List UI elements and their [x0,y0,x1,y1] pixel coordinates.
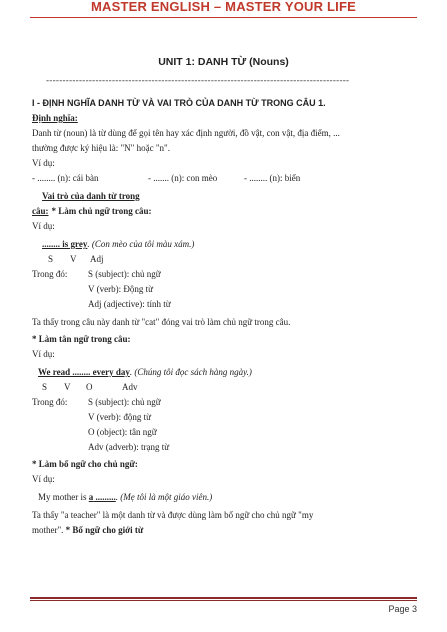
object-part-object: O (object): tân ngữ [88,427,157,437]
footer-rule [30,597,417,599]
document-body [32,96,417,538]
role-title-1: Vai trò của danh từ trong [42,191,140,201]
object-part-adverb: Adv (adverb): trạng từ [88,442,170,452]
complement-text-2: mother". * Bổ ngữ cho giới từ [32,525,144,535]
object-parts-labels: S V O Adv [42,382,138,392]
role-title-2: câu: * Làm chủ ngữ trong câu: [32,206,152,216]
unit-title: UNIT 1: DANH TỪ (Nouns) [158,56,289,68]
complement-heading: * Làm bổ ngữ cho chủ ngữ: [32,459,138,469]
page-header: MASTER ENGLISH – MASTER YOUR LIFE [91,0,356,14]
subject-example-sentence: ........ is grey. (Con mèo của tôi màu xám.) [42,239,195,249]
example-table: - ........ (n): cái bàn [32,173,99,183]
header-rule [30,17,417,18]
example-sea: - ........ (n): biển [244,173,301,183]
object-example-sentence: We read ........ every day. (Chúng tôi đọc sách hàng ngày.) [38,367,252,377]
sentence-parts-labels: S V Adj [48,254,104,264]
page-number: Page 3 [388,604,417,614]
section-heading: I - ĐỊNH NGHĨA DANH TỪ VÀ VAI TRÒ CỦA DANH TỪ TRONG CÂU 1. [32,98,326,108]
complement-example-sentence: My mother is a .......... (Mẹ tôi là một giáo viên.) [38,492,213,502]
example-label: Ví dụ: [32,158,55,168]
example-cat: - ....... (n): con mèo [148,173,218,183]
example-label: Ví dụ: [32,349,55,359]
dashed-divider: -------------------------------------------------------------------------------------------- [46,75,350,85]
subject-conclusion: Ta thấy trong câu này danh từ "cat" đóng vai trò làm chủ ngữ trong câu. [32,317,291,327]
example-label: Ví dụ: [32,221,55,231]
definition-text-2: thường được ký hiệu là: "N" hoặc "n". [32,143,170,153]
footer-rule-thin [30,600,417,601]
part-adjective: Adj (adjective): tính từ [88,299,171,309]
examples-row [32,171,417,186]
object-part-verb: V (verb): động từ [88,412,151,422]
definition-label: Định nghĩa: [32,113,78,123]
example-label: Ví dụ: [32,474,55,484]
part-verb: V (verb): Động từ [88,284,153,294]
object-where-row-1: Trong đó: S (subject): chủ ngữ [32,397,161,407]
where-row-1: Trong đó: S (subject): chủ ngữ [32,269,161,279]
complement-text-1: Ta thấy "a teacher" là một danh từ và được dùng làm bổ ngữ cho chủ ngữ "my [32,510,314,520]
object-heading: * Làm tân ngữ trong câu: [32,334,131,344]
definition-text-1: Danh từ (noun) là từ dùng để gọi tên hay xác định người, đồ vật, con vật, địa điểm, ... [32,128,340,138]
